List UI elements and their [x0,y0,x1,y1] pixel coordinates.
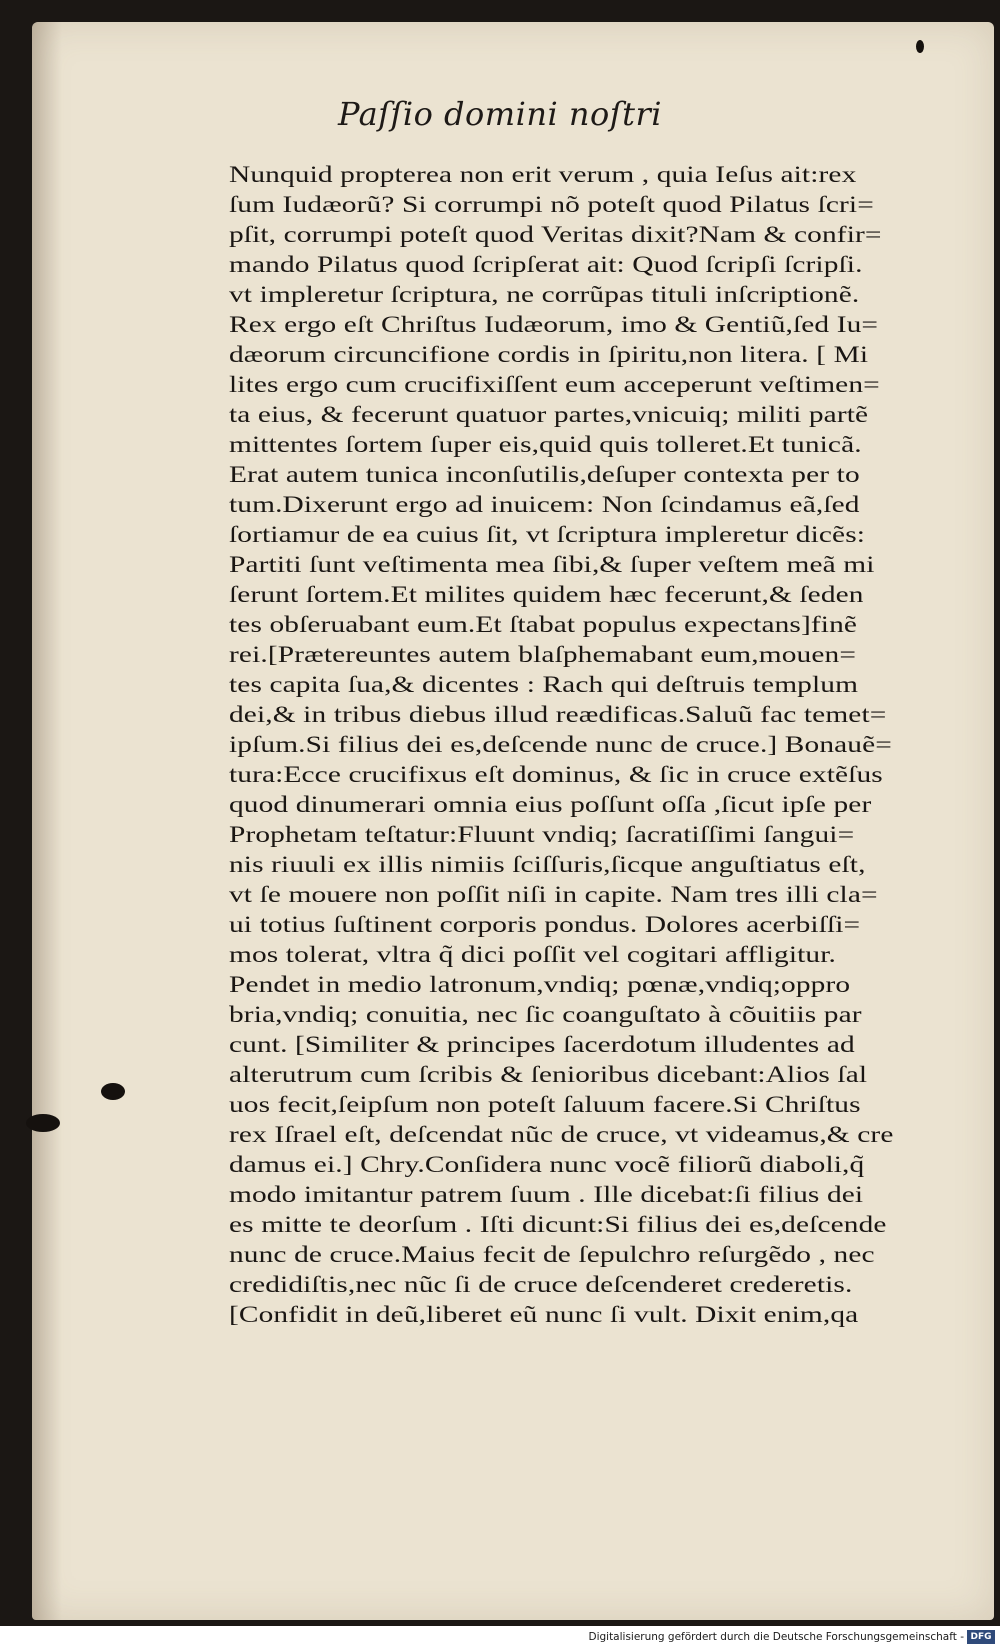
text-line: damus ei.] Chry.Conſidera nunc vocẽ filiorũ diaboli,q̃ [229,1152,865,1178]
text-line: bria,vndiq; conuitia, nec ſic coanguſtato à cõuitiis par [229,1002,862,1028]
text-line: tes obſeruabant eum.Et ſtabat populus expectans]finẽ [229,612,858,638]
ink-blot [26,1114,60,1132]
text-line: mando Pilatus quod ſcripſerat ait: Quod ſcripſi ſcripſi. [229,252,863,278]
text-line: dæorum circuncifione cordis in ſpiritu,non litera. [ Mi [229,342,869,368]
text-line: ſerunt ſortem.Et milites quidem hæc fecerunt,& ſeden [229,582,864,608]
text-line: vt impleretur ſcriptura, ne corrũpas tituli inſcriptionẽ. [229,282,860,308]
text-line: Partiti ſunt veſtimenta mea ſibi,& ſuper veſtem meã mi [229,552,875,578]
text-line: quod dinumerari omnia eius poſſunt oſſa ,ſicut ipſe per [229,792,872,818]
text-line: cunt. [Similiter & principes ſacerdotum illudentes ad [229,1032,855,1058]
text-line: rex Iſrael eſt, deſcendat nũc de cruce, vt videamus,& cre [229,1122,894,1148]
text-line: alterutrum cum ſcribis & ſenioribus dicebant:Alios ſal [229,1062,868,1088]
text-line: [Confidit in deũ,liberet eũ nunc ſi vult. Dixit enim,qa [229,1302,859,1328]
text-line: mos tolerat, vltra q̃ dici poſſit vel cogitari affligitur. [229,942,837,968]
text-line: Pendet in medio latronum,vndiq; pœnæ,vndiq;oppro [229,972,851,998]
text-line: ipſum.Si filius dei es,deſcende nunc de cruce.] Bonauẽ= [229,732,892,758]
ink-blot [101,1083,125,1100]
page-gutter-shadow [32,22,62,1620]
text-line: Nunquid propterea non erit verum , quia Ieſus ait:rex [229,162,857,188]
text-line: tes capita ſua,& dicentes : Rach qui deſtruis templum [229,672,859,698]
text-line: nis riuuli ex illis nimiis ſciſſuris,ſicque anguſtiatus eſt, [229,852,866,878]
text-line: pſit, corrumpi poteſt quod Veritas dixit?Nam & confir= [229,222,882,248]
text-line: dei,& in tribus diebus illud reædificas.Saluũ fac temet= [229,702,887,728]
text-line: ſortiamur de ea cuius ſit, vt ſcriptura impleretur dicẽs: [229,522,866,548]
text-line: Prophetam teſtatur:Fluunt vndiq; ſacratiſſimi ſangui= [229,822,855,848]
text-line: es mitte te deorſum . Iſti dicunt:Si filius dei es,deſcende [229,1212,887,1238]
text-line: tura:Ecce crucifixus eſt dominus, & ſic in cruce extẽſus [229,762,883,788]
text-line: credidiſtis,nec nũc ſi de cruce deſcenderet crederetis. [229,1272,853,1298]
text-line: ui totius ſuſtinent corporis pondus. Dolores acerbiſſi= [229,912,861,938]
text-line: rei.[Prætereuntes autem blaſphemabant eum,mouen= [229,642,857,668]
text-line: ſum Iudæorũ? Si corrumpi nõ poteſt quod Pilatus ſcri= [229,192,874,218]
text-line: modo imitantur patrem ſuum . Ille dicebat:ſi filius dei [229,1182,864,1208]
text-line: mittentes ſortem ſuper eis,quid quis tolleret.Et tunicã. [229,432,862,458]
text-line: vt ſe mouere non poſſit niſi in capite. Nam tres illi cla= [229,882,878,908]
text-line: Erat autem tunica inconſutilis,deſuper contexta per to [229,462,860,488]
text-line: lites ergo cum crucifixiſſent eum acceperunt veſtimen= [229,372,880,398]
text-line: uos fecit,ſeipſum non poteſt ſaluum facere.Si Chriſtus [229,1092,861,1118]
running-head: Paſſio domini noſtri [338,95,662,133]
text-line: ta eius, & fecerunt quatuor partes,vnicuiq; militi partẽ [229,402,869,428]
ink-blot [916,40,924,53]
body-text [229,160,899,1330]
digitization-credit: Digitalisierung gefördert durch die Deutsche Forschungsgemeinschaft - [588,1631,964,1643]
text-line: tum.Dixerunt ergo ad inuicem: Non ſcindamus eã,ſed [229,492,860,518]
dfg-logo: DFG [967,1630,995,1644]
text-line: nunc de cruce.Maius fecit de ſepulchro reſurgẽdo , nec [229,1242,875,1268]
text-line: Rex ergo eſt Chriſtus Iudæorum, imo & Gentiũ,ſed Iu= [229,312,879,338]
